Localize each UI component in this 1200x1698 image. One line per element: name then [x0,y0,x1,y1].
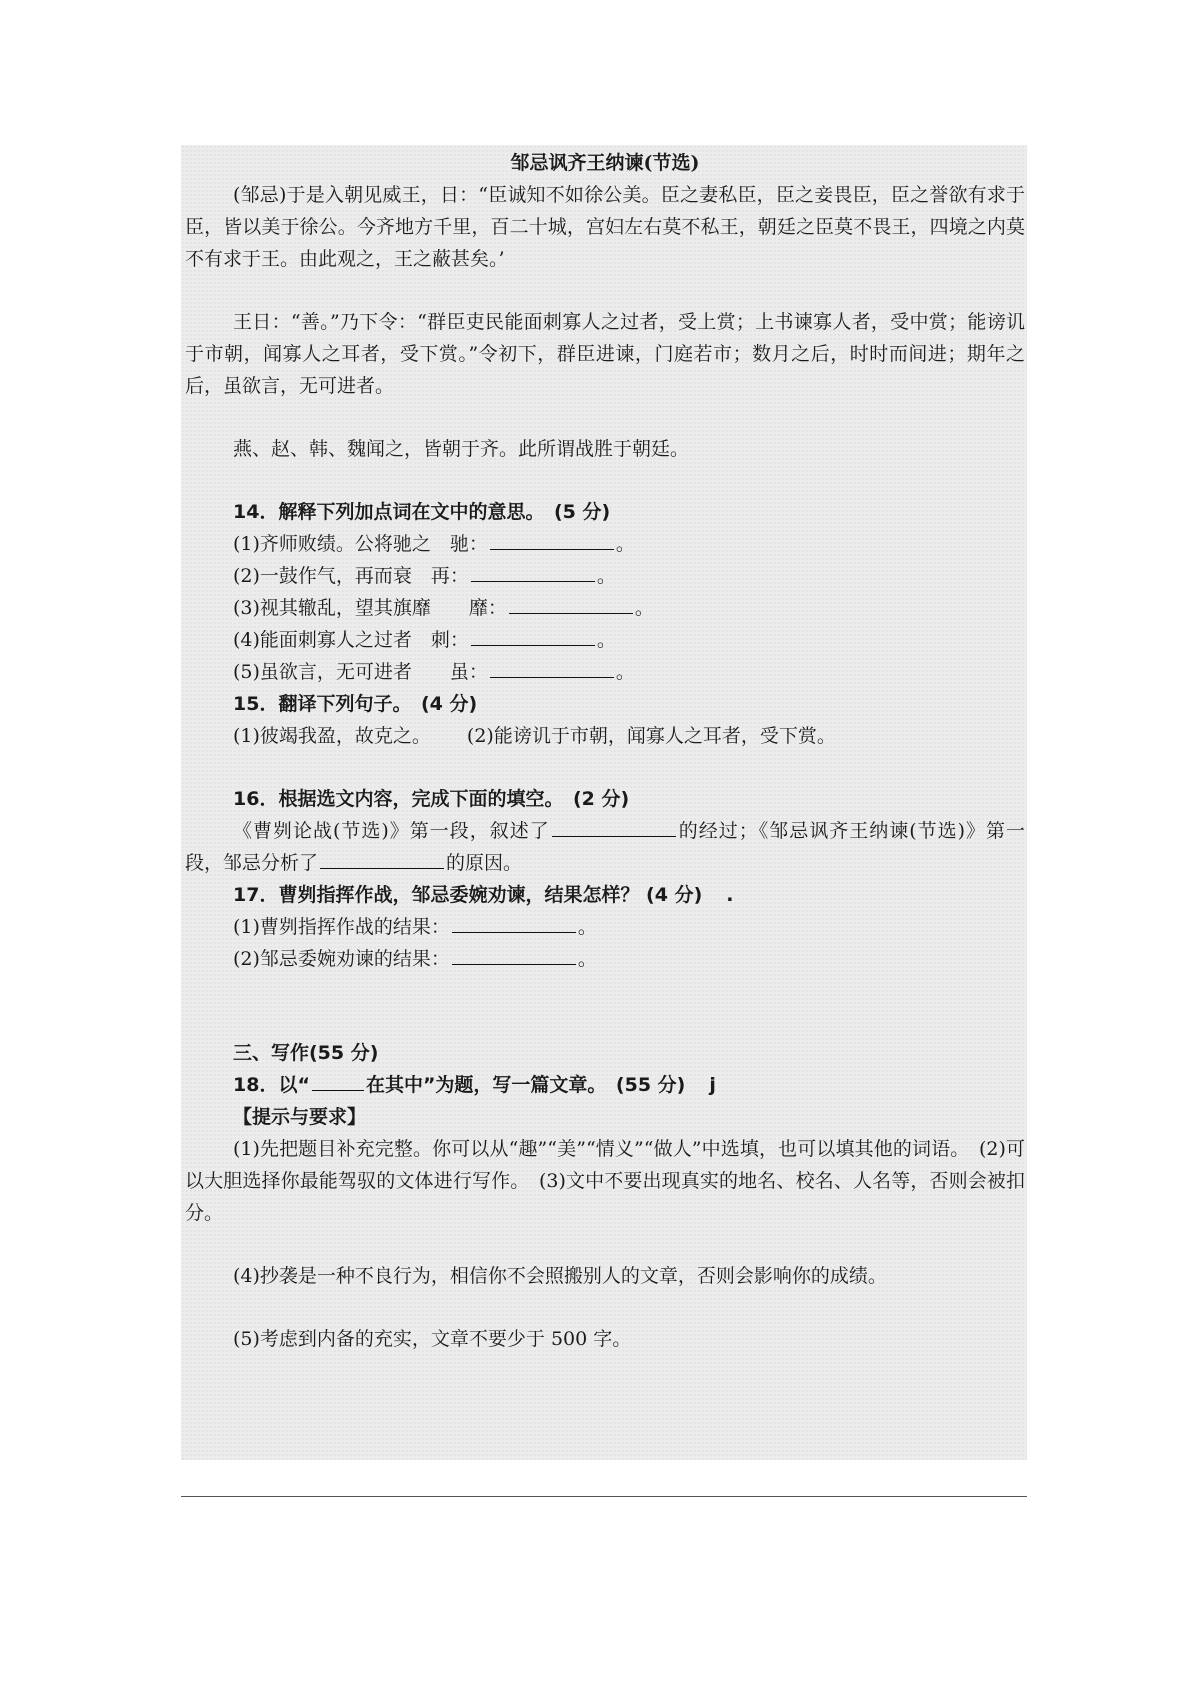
tips-heading: 【提示与要求】 [233,1106,367,1128]
passage-paragraph-1: (邹忌)于是入朝见威王，日：“臣诚知不如徐公美。臣之妻私臣，臣之妾畏臣，臣之誉欲有求于臣，皆以美于徐公。今齐地方千里，百二十城，宫妇左右莫不私王，朝廷之臣莫不畏王，四境之内莫不有求于王。由此观之，王之蔽甚矣。’ [185,184,1025,270]
passage-title: 邹忌讽齐王纳谏(节选) [510,152,700,174]
passage-paragraph-3: 燕、赵、韩、魏闻之，皆朝于齐。此所谓战胜于朝廷。 [233,438,690,460]
question-15-item-2: (2)能谤讥于市朝，闻寡人之耳者，受下赏。 [466,725,836,747]
question-14-item-4: (4)能面刺寡人之过者 刺： 。 [233,629,616,651]
question-16-heading: 16．根据选文内容，完成下面的填空。 (2 分) [233,788,630,810]
question-14-heading: 14．解释下列加点词在文中的意思。 (5 分) [233,501,611,523]
question-15-heading: 15．翻译下列句子。 (4 分) [233,693,478,715]
answer-blank[interactable] [471,563,595,582]
question-14-item-3: (3)视其辙乱，望其旗靡 靡： 。 [233,597,654,619]
question-18-heading: 18．以“ 在其中”为题，写一篇文章。 (55 分) j [233,1074,716,1096]
answer-blank[interactable] [452,914,576,933]
passage-paragraph-2: 王日：“善。”乃下令：“群臣吏民能面刺寡人之过者，受上赏；上书谏寡人者，受中赏；能谤讥于市朝，闻寡人之耳者，受下赏。”令初下，群臣进谏，门庭若市；数月之后，时时而间进；期年之后，虽欲言，无可进者。 [185,311,1025,397]
question-14-item-1: (1)齐师败绩。公将驰之 驰： 。 [233,533,635,555]
answer-blank[interactable] [452,946,576,965]
question-14-item-2: (2)一鼓作气，再而衰 再： 。 [233,565,616,587]
question-15-items [185,720,1025,752]
requirement-1-3: (1)先把题目补充完整。你可以从“趣”“美”“情义”“做人”中选填，也可以填其他的词语。 (2)可以大胆选择你最能驾驭的文体进行写作。 (3)文中不要出现真实的地名、校名、人名等，否则会被扣分。 [185,1138,1025,1224]
question-17-item-2: (2)邹忌委婉劝谏的结果： 。 [233,948,597,970]
requirement-4: (4)抄袭是一种不良行为，相信你不会照搬别人的文章，否则会影响你的成绩。 [233,1265,887,1287]
title-blank[interactable] [312,1072,364,1091]
writing-section-heading: 三、写作(55 分) [233,1042,379,1064]
document-body [185,147,1025,1355]
question-16-body: 《曹刿论战(节选)》第一段，叙述了 的经过；《邹忌讽齐王纳谏(节选)》第一段，邹忌分析了 的原因。 [185,820,1026,874]
footer-rule [181,1496,1027,1497]
answer-blank[interactable] [552,818,676,837]
requirement-5: (5)考虑到内备的充实，文章不要少于 500 字。 [233,1328,632,1350]
question-17-heading: 17．曹刿指挥作战，邹忌委婉劝谏，结果怎样？ (4 分) . [233,884,734,906]
question-14-item-5: (5)虽欲言，无可进者 虽： 。 [233,661,635,683]
answer-blank[interactable] [471,627,595,646]
answer-blank[interactable] [490,531,614,550]
question-17-item-1: (1)曹刿指挥作战的结果： 。 [233,916,597,938]
answer-blank[interactable] [509,595,633,614]
answer-blank[interactable] [320,850,444,869]
answer-blank[interactable] [490,659,614,678]
question-15-item-1: (1)彼竭我盈，故克之。 [233,725,431,747]
